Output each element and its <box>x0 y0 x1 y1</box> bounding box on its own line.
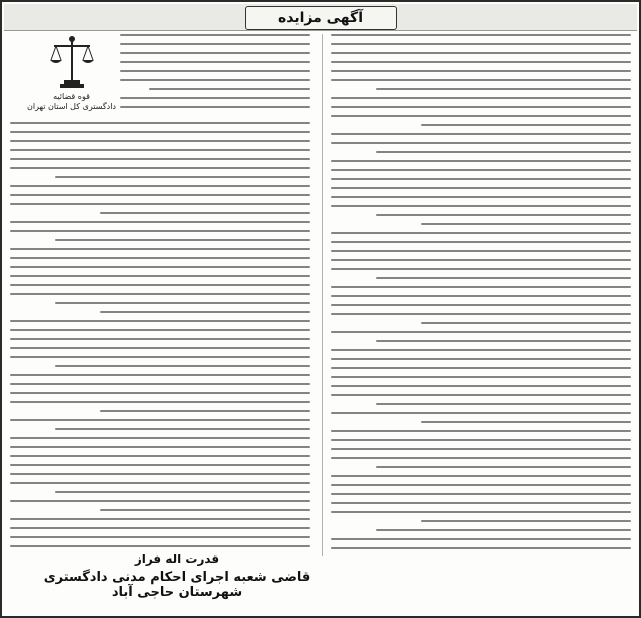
text-line-placeholder <box>10 518 310 520</box>
text-line-placeholder <box>331 493 631 495</box>
text-line-placeholder <box>10 230 310 232</box>
text-line-placeholder <box>331 70 631 72</box>
body-column-left <box>10 34 310 556</box>
body-text-left-top <box>120 34 310 120</box>
text-line-placeholder <box>100 212 310 214</box>
text-line-placeholder <box>331 241 631 243</box>
text-line-placeholder <box>331 439 631 441</box>
text-line-placeholder <box>10 140 310 142</box>
text-line-placeholder <box>421 223 631 225</box>
text-line-placeholder <box>10 356 310 358</box>
text-line-placeholder <box>120 34 310 36</box>
text-line-placeholder <box>331 358 631 360</box>
text-line-placeholder <box>55 428 310 430</box>
text-line-placeholder <box>331 475 631 477</box>
text-line-placeholder <box>331 430 631 432</box>
text-line-placeholder <box>331 178 631 180</box>
text-line-placeholder <box>10 149 310 151</box>
text-line-placeholder <box>331 187 631 189</box>
text-line-placeholder <box>331 196 631 198</box>
text-line-placeholder <box>10 329 310 331</box>
text-line-placeholder <box>331 376 631 378</box>
text-line-placeholder <box>331 115 631 117</box>
text-line-placeholder <box>331 367 631 369</box>
text-line-placeholder <box>10 437 310 439</box>
text-line-placeholder <box>376 151 631 153</box>
text-line-placeholder <box>331 286 631 288</box>
text-line-placeholder <box>331 97 631 99</box>
text-line-placeholder <box>331 79 631 81</box>
text-line-placeholder <box>331 457 631 459</box>
text-line-placeholder <box>55 365 310 367</box>
column-divider <box>322 34 323 556</box>
text-line-placeholder <box>331 394 631 396</box>
text-line-placeholder <box>10 383 310 385</box>
body-text-right <box>331 34 631 556</box>
text-line-placeholder <box>10 257 310 259</box>
text-line-placeholder <box>10 374 310 376</box>
text-line-placeholder <box>331 331 631 333</box>
text-line-placeholder <box>421 322 631 324</box>
text-line-placeholder <box>331 313 631 315</box>
text-line-placeholder <box>331 547 631 549</box>
text-line-placeholder <box>10 158 310 160</box>
text-line-placeholder <box>421 421 631 423</box>
text-line-placeholder <box>331 484 631 486</box>
text-line-placeholder <box>331 160 631 162</box>
text-line-placeholder <box>10 185 310 187</box>
text-line-placeholder <box>376 403 631 405</box>
text-line-placeholder <box>10 203 310 205</box>
text-line-placeholder <box>331 268 631 270</box>
text-line-placeholder <box>10 221 310 223</box>
text-line-placeholder <box>376 340 631 342</box>
text-line-placeholder <box>10 248 310 250</box>
emblem-caption-line1: قوه قضائیه <box>53 92 90 101</box>
text-line-placeholder <box>149 88 311 90</box>
text-line-placeholder <box>10 473 310 475</box>
text-line-placeholder <box>10 392 310 394</box>
text-line-placeholder <box>100 311 310 313</box>
text-line-placeholder <box>331 502 631 504</box>
text-line-placeholder <box>10 284 310 286</box>
text-line-placeholder <box>331 295 631 297</box>
text-line-placeholder <box>376 466 631 468</box>
text-line-placeholder <box>120 43 310 45</box>
text-line-placeholder <box>376 529 631 531</box>
text-line-placeholder <box>10 194 310 196</box>
text-line-placeholder <box>331 169 631 171</box>
text-line-placeholder <box>10 446 310 448</box>
body-text-left <box>10 122 310 556</box>
text-line-placeholder <box>376 88 631 90</box>
text-line-placeholder <box>120 70 310 72</box>
text-line-placeholder <box>10 401 310 403</box>
text-line-placeholder <box>331 142 631 144</box>
text-line-placeholder <box>55 491 310 493</box>
signer-name: قدرت اله فراز <box>134 552 220 566</box>
text-line-placeholder <box>331 385 631 387</box>
text-line-placeholder <box>331 511 631 513</box>
text-line-placeholder <box>421 520 631 522</box>
text-line-placeholder <box>10 455 310 457</box>
body-column-right <box>331 34 631 556</box>
text-line-placeholder <box>331 52 631 54</box>
text-line-placeholder <box>331 448 631 450</box>
text-line-placeholder <box>421 124 631 126</box>
text-line-placeholder <box>331 43 631 45</box>
text-line-placeholder <box>331 412 631 414</box>
text-line-placeholder <box>120 106 310 108</box>
text-line-placeholder <box>120 52 310 54</box>
text-line-placeholder <box>10 500 310 502</box>
signature-block <box>32 552 322 600</box>
text-line-placeholder <box>120 79 310 81</box>
text-line-placeholder <box>10 482 310 484</box>
text-line-placeholder <box>10 464 310 466</box>
text-line-placeholder <box>331 133 631 135</box>
text-line-placeholder <box>10 338 310 340</box>
text-line-placeholder <box>331 205 631 207</box>
text-line-placeholder <box>331 304 631 306</box>
text-line-placeholder <box>120 61 310 63</box>
text-line-placeholder <box>331 250 631 252</box>
emblem-caption-line2: دادگستری کل استان تهران <box>27 102 116 111</box>
text-line-placeholder <box>55 176 310 178</box>
text-line-placeholder <box>10 347 310 349</box>
text-line-placeholder <box>120 97 310 99</box>
text-line-placeholder <box>331 259 631 261</box>
text-line-placeholder <box>10 545 310 547</box>
text-line-placeholder <box>10 536 310 538</box>
text-line-placeholder <box>331 232 631 234</box>
text-line-placeholder <box>10 527 310 529</box>
text-line-placeholder <box>331 349 631 351</box>
text-line-placeholder <box>331 538 631 540</box>
text-line-placeholder <box>100 410 310 412</box>
text-line-placeholder <box>10 293 310 295</box>
notice-title: آگهی مزایده <box>277 10 363 26</box>
text-line-placeholder <box>10 266 310 268</box>
text-line-placeholder <box>331 34 631 36</box>
text-line-placeholder <box>10 275 310 277</box>
text-line-placeholder <box>55 239 310 241</box>
text-line-placeholder <box>376 214 631 216</box>
text-line-placeholder <box>100 509 310 511</box>
notice-title-banner <box>245 6 397 30</box>
text-line-placeholder <box>10 122 310 124</box>
text-line-placeholder <box>10 167 310 169</box>
text-line-placeholder <box>10 131 310 133</box>
text-line-placeholder <box>55 302 310 304</box>
signer-title: قاضی شعبه اجرای احکام مدنی دادگستری شهرستان حاجی آباد <box>43 570 311 600</box>
text-line-placeholder <box>331 106 631 108</box>
text-line-placeholder <box>10 419 310 421</box>
text-line-placeholder <box>10 320 310 322</box>
text-line-placeholder <box>376 277 631 279</box>
text-line-placeholder <box>331 61 631 63</box>
